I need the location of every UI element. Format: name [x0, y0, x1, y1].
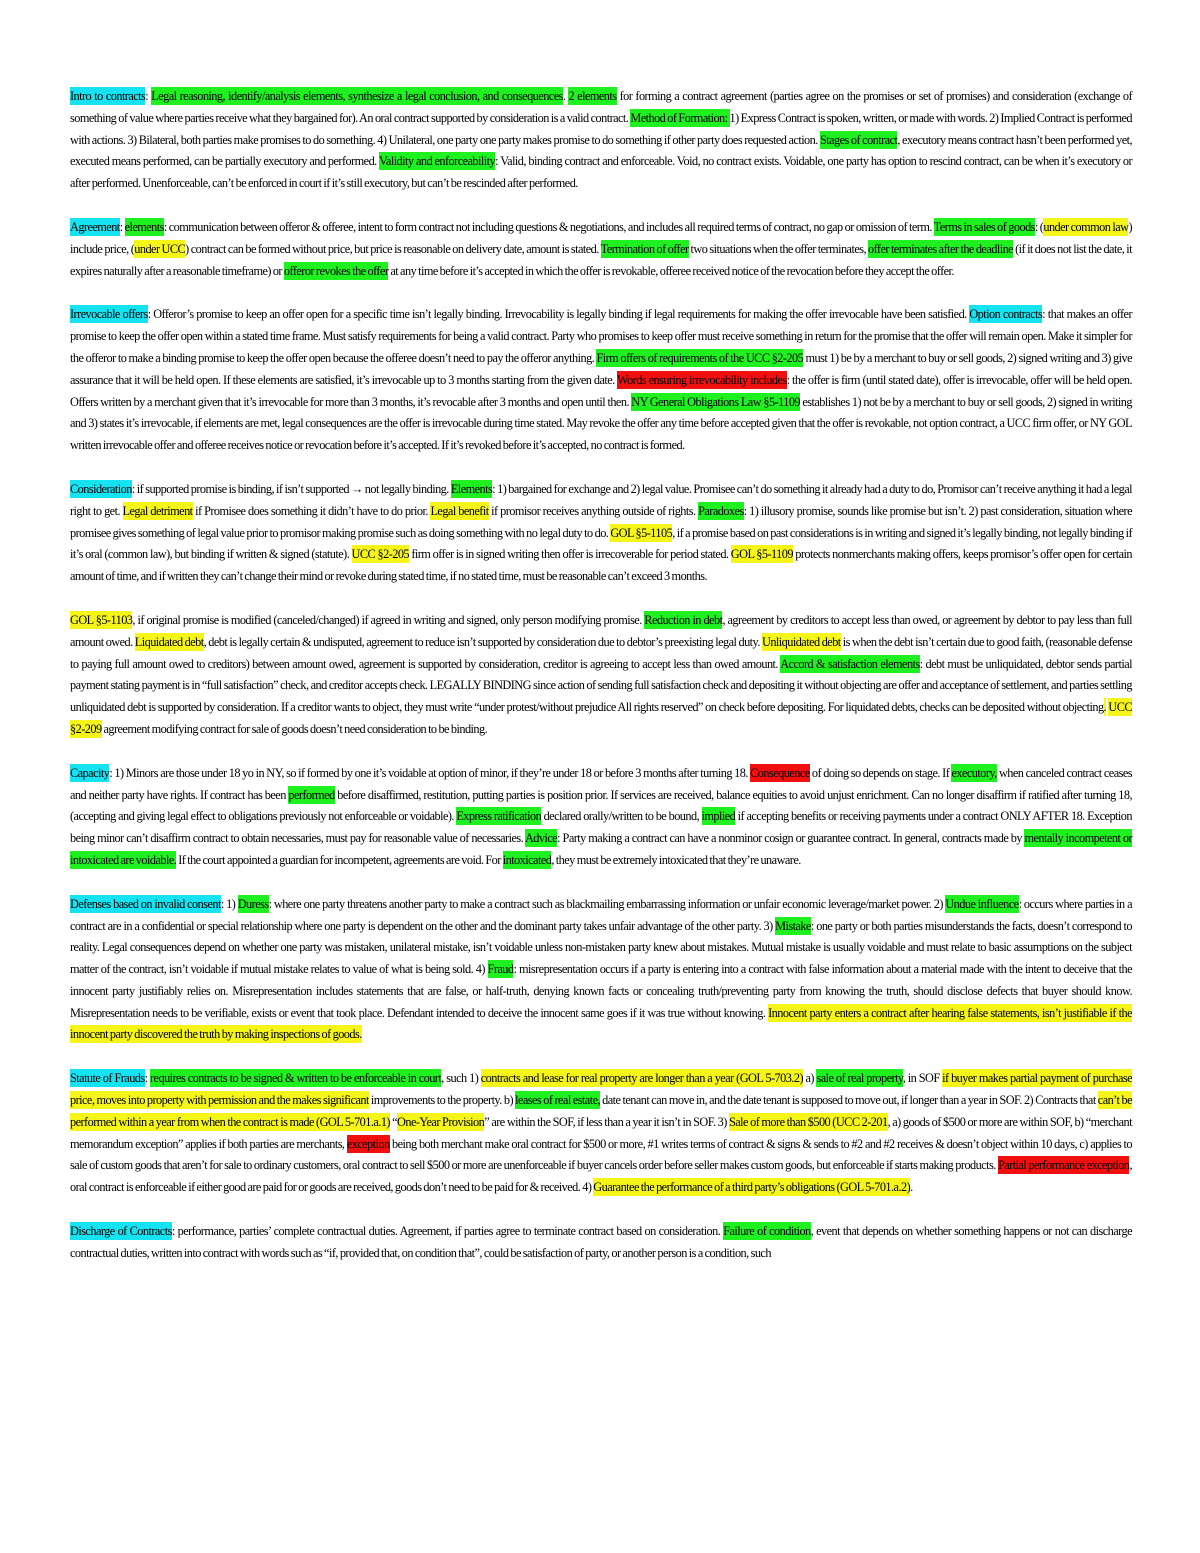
highlight-yellow: GOL §5-1103	[70, 612, 133, 627]
highlight-red: Words ensuring irrevocability includes	[617, 372, 787, 387]
highlight-green: Validity and enforceability	[378, 154, 496, 169]
paragraph-consideration	[70, 479, 1132, 588]
body-text: :	[144, 1071, 151, 1086]
highlight-green: Accord & satisfaction elements	[780, 656, 920, 671]
body-text: : 1) bargained for exchange and 2) legal value. Promisee can’t do something it already had a duty to do, Promisor can’t receive anything it had a legal right to get.	[70, 481, 1132, 518]
highlight-green: Fraud	[487, 962, 514, 977]
highlight-yellow: GOL §5-1109	[730, 547, 793, 562]
highlight-green: Elements	[450, 481, 493, 496]
body-text: : performance, parties’ complete contractual duties. Agreement, if parties agree to terminate contract based on consideration.	[171, 1224, 724, 1239]
body-text: , agreement by creditors to accept less than owed, or agreement by debtor to pay less than full amount owed.	[70, 612, 1132, 649]
body-text: ) include price, (	[70, 219, 1133, 256]
highlight-green: elements	[124, 219, 164, 234]
body-text: “	[389, 1114, 398, 1129]
body-text: , they must be extremely intoxicated that they’re unaware.	[551, 852, 801, 867]
body-text: date tenant can move in, and the date tenant is supposed to move out, if longer than a year in SOF. 2) Contracts that	[600, 1093, 1098, 1108]
highlight-green: NY General Obligations Law §5-1109	[631, 394, 801, 409]
highlight-red: Partial performance exception	[997, 1158, 1130, 1173]
highlight-yellow: GOL §5-1105	[610, 525, 673, 540]
highlight-green: Duress	[237, 896, 269, 911]
body-text: : Valid, binding contract and enforceable. Void, no contract exists. Voidable, one party has option to rescind contract, can be when it’s executory or after performed. Unenforceable, can’t be enforced in court if it’s still executory, but can’t be rescinded after performed.	[70, 154, 1133, 191]
highlight-green: implied	[701, 809, 736, 824]
body-text: , oral contract is enforceable if either good are paid for or goods are received, goods don’t need to be paid for & received. 4)	[70, 1158, 1132, 1195]
highlight-cyan: Capacity	[70, 765, 110, 780]
body-text: for forming a contract agreement (parties agree on the promises or set of promises) and consideration (exchange of something of value where parties receive what they bargained for). An oral contract supported by consideration is a valid contract.	[70, 89, 1132, 125]
body-text: two situations when the offer terminates,	[688, 241, 869, 256]
body-text: : misrepresentation occurs if a party is entering into a contract with false information about a material made with the intent to deceive that the innocent party justifiably relies on. Misrepresentation includes statements that are false, or half-truth, denying known facts or concealing truth/preventing party from knowing the truth, should disclose defects that buyer should know. Misrepresentation needs to be verifiable, exists or event that took place. Defendant intended to deceive the innocent same goes if it was true without knowing.	[70, 962, 1132, 1020]
document-page	[70, 86, 1132, 1287]
highlight-cyan: Statute of Frauds	[70, 1071, 145, 1086]
body-text: :	[145, 89, 152, 103]
highlight-yellow: can’t be performed within a year from when the contract is made (GOL 5-701.a.1)	[70, 1093, 1132, 1129]
highlight-green: Paradoxes	[698, 503, 744, 518]
highlight-green: leases of real estate,	[515, 1093, 601, 1108]
body-text: : 1) Minors are those under 18 yo in NY, so if formed by one it’s voidable at option of minor, if they’re under 18 or before 3 months after turning 18.	[109, 765, 751, 780]
highlight-green: Express ratification	[456, 809, 542, 824]
body-text: being both merchant make oral contract for $500 or more, #1 writes terms of contract & signs & sends to #2 and #2 receives & doesn’t object within 10 days, c) applies to sale of custom goods that aren’t for sale to ordinary customers, oral contract to sell $500 or more are unenforceable if buyer cancels order before seller makes custom goods, but enforceable if starts making products.	[70, 1136, 1132, 1173]
highlight-yellow: Unliquidated debt	[761, 634, 841, 649]
paragraph-agreement	[70, 217, 1132, 282]
paragraph-statute-of-frauds	[70, 1068, 1132, 1199]
highlight-cyan: Option contracts	[969, 307, 1043, 322]
highlight-green: Advice	[524, 831, 558, 846]
highlight-cyan: Irrevocable offers	[70, 307, 148, 322]
highlight-green: Failure of condition	[723, 1224, 811, 1239]
body-text: , executory means contract hasn’t been performed yet, executed means performed, can be partially executory and performed.	[70, 132, 1133, 169]
body-text: firm offer is in signed writing then offer is irrecoverable for period stated.	[409, 547, 731, 562]
highlight-cyan: Consideration	[70, 481, 132, 496]
body-text: if promisor receives anything outside of rights.	[488, 503, 699, 518]
highlight-yellow: Sale of more than $500 (UCC 2-201	[728, 1114, 888, 1129]
highlight-yellow: under common law	[1043, 219, 1129, 234]
body-text: If the court appointed a guardian for incompetent, agreements are void. For	[176, 852, 503, 867]
highlight-yellow: Legal benefit	[430, 503, 489, 518]
highlight-yellow: Legal detriment	[122, 503, 193, 518]
highlight-yellow: Innocent party enters a contract after hearing false statements, isn’t justifiable if the innocent party discovered the truth by making inspections of goods.	[70, 1005, 1132, 1042]
body-text: : where one party threatens another party to make a contract such as blackmailing embarrassing information or unfair economic leverage/market power. 2)	[268, 896, 946, 911]
highlight-yellow: .	[1103, 700, 1107, 715]
body-text: protects nonmerchants making offers, keeps promisor’s offer open for certain amount of time, and if written they can’t change their mind or revoke during stated time, if no stated time, must be reasonable can’t exceed 3 months.	[70, 547, 1132, 584]
body-text: , event that depends on whether something happens or not can discharge contractual duties, written into contract with words such as “if, provided that, on condition that”, could be satisfaction of party, or another person is a condition, such	[70, 1224, 1132, 1260]
body-text: , debt is legally certain & undisputed, agreement to reduce isn’t supported by consideration due to debtor’s preexisting legal duty.	[203, 634, 762, 649]
body-text: : (	[1034, 219, 1044, 234]
highlight-yellow: Liquidated debt	[134, 634, 204, 649]
body-text: (if it does not list the date, it expires naturally after a reasonable timeframe) or	[70, 241, 1133, 278]
body-text: is when the debt isn’t certain due to good faith, (reasonable defense to paying full amount owed to creditors) between amount owed, agreement is supported by consideration, creditor is agreeing to accept less than owed amount.	[70, 634, 1132, 671]
paragraph-defenses	[70, 894, 1132, 1047]
body-text: a)	[803, 1071, 817, 1086]
body-text: ) contract can be formed without price, but price is reasonable on delivery date, amount is stated.	[185, 241, 601, 256]
highlight-green: Method of Formation:	[630, 110, 730, 125]
body-text: : that makes an offer promise to keep the offer open within a stated time frame. Must satisfy requirements for being a valid contract. Party who promises to keep offer must receive something in return for the promise that the offer will remain open. Make it simpler for the offeror to make a binding promise to keep the offer open because the offeree doesn’t need to pay the offeror anything.	[70, 307, 1132, 365]
body-text: .	[910, 1180, 913, 1195]
highlight-cyan: Agreement	[70, 219, 120, 234]
body-text: : occurs where parties in a contract are in a confidential or special relationship where one party is dependent on the other and the dominant party takes unfair advantage of the other party. 3)	[70, 896, 1132, 933]
body-text: : the offer is firm (until stated date), offer is irrevocable, offer will be held open. Offers written by a merchant given that it’s irrevocable for more than 3 months, it’s revocable after 3 months and open until then.	[70, 372, 1132, 409]
paragraph-capacity	[70, 763, 1132, 872]
highlight-yellow: One-Year Provision	[397, 1114, 485, 1129]
highlight-green: Reduction in debt	[644, 612, 723, 627]
highlight-green: intoxicated	[502, 852, 552, 867]
highlight-green: Terms in sales of goods	[933, 219, 1035, 234]
highlight-green: requires contracts to be signed & written to be enforceable in court	[150, 1071, 442, 1086]
highlight-cyan: Intro to contracts	[70, 89, 146, 103]
highlight-green: offeror revokes the offer	[283, 263, 389, 278]
body-text: if Promisee does something it didn’t have to do prior.	[192, 503, 431, 518]
body-text: , such 1)	[441, 1071, 481, 1086]
body-text: :	[119, 219, 125, 234]
highlight-yellow: UCC §2-205	[351, 547, 410, 562]
highlight-cyan: Discharge of Contracts	[70, 1224, 172, 1239]
highlight-yellow: under UCC	[134, 241, 186, 256]
highlight-red: Consequence	[750, 765, 810, 780]
body-text: at any time before it’s accepted in which the offer is revokable, offeree received notice of the revocation before they accept the offer.	[388, 263, 954, 278]
body-text: establishes 1) not be by a merchant to buy or sell goods, 2) signed in writing and 3) states it’s irrevocable, if elements are met, legal consequences are the offer is irrevocable during time stated. May revoke the offer any time before accepted given that the offer is revokable, not option contract, a UCC firm offer, or NY GOL written irrevocable offer and offeree receives notice or revocation before it’s accepted. If it’s revoked before it’s accepted, no contract is formed.	[70, 394, 1132, 453]
body-text: : 1)	[220, 896, 238, 911]
highlight-green: executory,	[951, 765, 997, 780]
body-text: 1) Express Contract is spoken, written, or made with words. 2) Implied Contract is performed with actions. 3) Bilateral, both parties make promises to do something. 4) Unilateral, one party one party makes promise to do something if other party does requested action.	[70, 110, 1132, 147]
paragraph-discharge-of-contracts	[70, 1221, 1132, 1265]
body-text: , a) goods of $500 or more are within SOF, b) “merchant memorandum exception” applies if both parties are merchants,	[70, 1114, 1132, 1151]
body-text: must 1) be by a merchant to buy or sell goods, 2) signed writing and 3) give assurance that it will be held open. If these elements are satisfied, it’s irrevocable up to 3 months starting from the given date.	[70, 350, 1133, 387]
body-text: : Party making a contract can have a nonminor cosign or guarantee contract. In general, contracts made by	[557, 831, 1025, 846]
body-text: : Offeror’s promise to keep an offer open for a specific time isn’t legally binding. Irrevocability is legally binding if legal requirements for making the offer irrevocable have been satisfied.	[147, 307, 970, 322]
body-text: before disaffirmed, restitution, putting parties is position prior. If services are received, balance equities to avoid unjust enrichment. Can no longer disaffirm if ratified after turning 18, (accepting and giving legal effect to obligations previously not enforceable or voidable).	[70, 787, 1132, 824]
body-text: , if original promise is modified (canceled/changed) if agreed in writing and signed, only person modifying promise.	[132, 612, 645, 627]
body-text: : 1) illusory promise, sounds like promise but isn’t. 2) past consideration, situation where promisee gives something of legal value prior to promisor making promise such as doing something with no legal duty to do.	[70, 503, 1132, 540]
highlight-red: exception	[346, 1136, 390, 1151]
highlight-green: Stages of contract	[819, 132, 898, 147]
body-text: , in SOF	[902, 1071, 943, 1086]
highlight-green: sale of real property	[816, 1071, 903, 1086]
highlight-green: 2 elements	[568, 89, 617, 103]
highlight-cyan: Defenses based on invalid consent	[70, 896, 221, 911]
paragraph-gol-5-1103	[70, 610, 1132, 741]
body-text: of doing so depends on stage. If	[809, 765, 952, 780]
highlight-yellow: if buyer makes partial payment of purchase price, moves into property with permission and the makes significant	[70, 1071, 1133, 1108]
body-text: : debt must be unliquidated, debtor sends partial payment stating payment is in “full satisfaction” check, and creditor accepts check. LEGALLY BINDING since action of sending full satisfaction check and depositing it without objecting are offer and acceptance of settlement, and parties settling unliquidated debt is supported by consideration. If a creditor wants to object, they must write “under protest/without prejudice All rights reserved” on check before depositing. For liquidated debts, checks can be deposited without objecting	[70, 656, 1132, 715]
highlight-green: offer terminates after the deadline	[868, 241, 1014, 256]
highlight-green: Legal reasoning, identify/analysis elements, synthesize a legal conclusion, and consequences	[151, 89, 563, 103]
body-text: , if a promise based on past considerations is in writing and signed it’s legally binding, not legally binding if it’s oral (common law), but binding if written & signed (statute).	[70, 525, 1132, 562]
body-text: ” are within the SOF, if less than a year it isn’t in SOF. 3)	[484, 1114, 729, 1129]
body-text: : communication between offeror & offeree, intent to form contract not including questions & negotiations, and includes all required terms of contract, no gap or omission of term.	[163, 219, 934, 234]
highlight-green: mentally incompetent or intoxicated are voidable.	[70, 831, 1132, 867]
highlight-green: Mistake	[775, 918, 811, 933]
body-text: agreement modifying contract for sale of goods doesn’t need consideration to be binding.	[101, 721, 488, 736]
body-text: : one party or both parties misunderstands the facts, doesn’t correspond to reality. Legal consequences depend on whether one party was mistaken, unilateral mistake, isn’t voidable unless non-mistaken party knew about mistakes. Mutual mistake is usually voidable and must relate to basic assumptions on the subject matter of the contract, isn’t voidable if mutual mistake relates to value of what is being sold. 4)	[70, 918, 1132, 977]
highlight-green: Undue influence	[945, 896, 1019, 911]
body-text: when canceled contract ceases and neither party have rights. If contract has been	[70, 765, 1132, 802]
highlight-yellow: UCC §2-209	[70, 700, 1132, 736]
highlight-yellow: Guarantee the performance of a third party’s obligations (GOL 5-701.a.2)	[593, 1180, 911, 1195]
paragraph-irrevocable-offers	[70, 304, 1132, 457]
highlight-green: Termination of offer	[600, 241, 689, 256]
body-text: declared orally/written to be bound,	[541, 809, 702, 824]
highlight-green: Firm offers of requirements of the UCC §2-205	[596, 350, 804, 365]
body-text: improvements to the property. b)	[368, 1093, 516, 1108]
paragraph-intro-to-contracts	[70, 86, 1132, 195]
highlight-green: performed	[288, 787, 335, 802]
highlight-yellow: contracts and lease for real property are longer than a year (GOL 5-703.2)	[480, 1071, 803, 1086]
body-text: if accepting benefits or receiving payments under a contract ONLY AFTER 18. Exception being minor can’t disaffirm contract to obtain necessaries, must pay for reasonable value of necessaries.	[70, 809, 1132, 846]
body-text: .	[562, 89, 569, 103]
body-text: : if supported promise is binding, if isn’t supported → not legally binding.	[131, 481, 451, 496]
